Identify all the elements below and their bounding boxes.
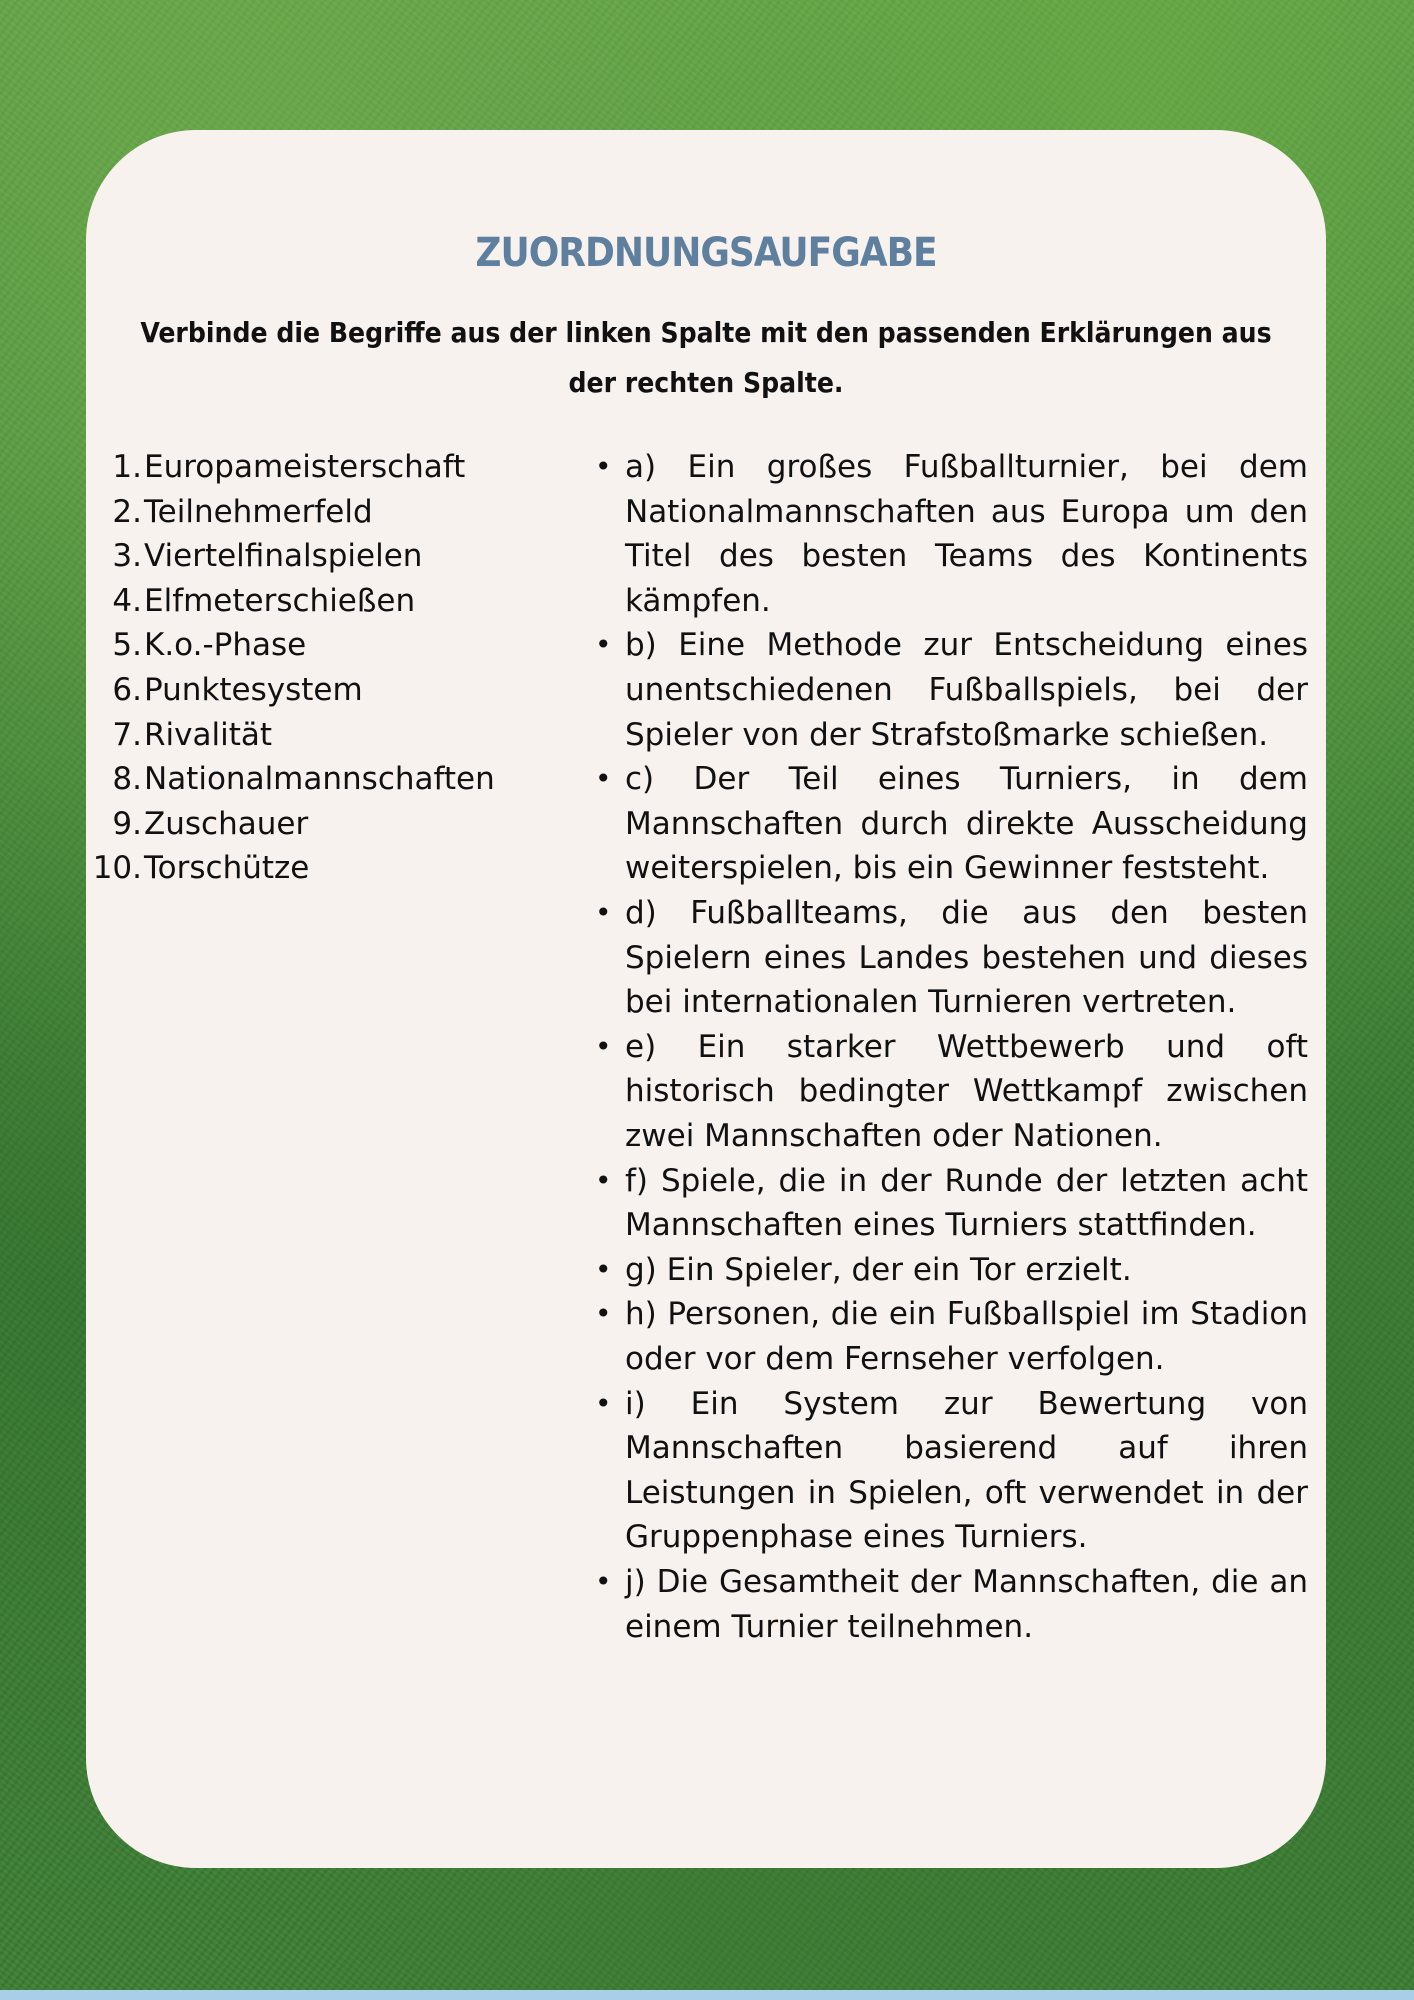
term-number: 2. xyxy=(112,493,142,530)
bullet-icon: • xyxy=(595,1029,612,1063)
term-number: 7. xyxy=(112,716,142,753)
definition-text: g) Ein Spieler, der ein Tor erzielt. xyxy=(625,1251,1132,1288)
bullet-icon: • xyxy=(595,1565,612,1598)
terms-list xyxy=(86,445,566,891)
definition-text: h) Personen, die ein Fußballspiel im Stadion oder vor dem Fernseher verfolgen. xyxy=(625,1296,1308,1377)
term-number: 5. xyxy=(112,627,142,664)
term-number: 1. xyxy=(112,449,142,485)
term-number: 8. xyxy=(112,761,142,798)
term-label: K.o.-Phase xyxy=(144,627,307,664)
term-item xyxy=(86,579,566,624)
term-number: 9. xyxy=(112,805,142,842)
definition-text: i) Ein System zur Bewertung von Mannschaften basierend auf ihren Leistungen in Spielen, oft verwendet in der Gruppenphase eines Turniers. xyxy=(625,1385,1308,1556)
definition-text: j) Die Gesamtheit der Mannschaften, die an einem Turnier teilnehmen. xyxy=(625,1564,1308,1645)
term-item xyxy=(86,623,566,668)
bullet-icon: • xyxy=(595,1297,612,1331)
definition-text: f) Spiele, die in der Runde der letzten acht Mannschaften eines Turniers stattfinden. xyxy=(625,1162,1308,1244)
definition-text: a) Ein großes Fußballturnier, bei dem Nationalmannschaften aus Europa um den Titel des besten Teams des Kontinents kämpfen. xyxy=(625,449,1308,619)
term-item xyxy=(86,668,566,713)
bullet-icon: • xyxy=(595,1252,612,1286)
term-label: Europameisterschaft xyxy=(144,449,466,485)
bullet-icon: • xyxy=(595,450,612,483)
bullet-icon: • xyxy=(595,628,612,662)
term-item xyxy=(86,802,566,847)
worksheet-card xyxy=(86,130,1326,1868)
term-item xyxy=(86,445,566,490)
term-number: 3. xyxy=(112,538,142,575)
term-item xyxy=(86,757,566,802)
definition-text: c) Der Teil eines Turniers, in dem Mannschaften durch direkte Ausscheidung weiterspielen, bis ein Gewinner feststeht. xyxy=(625,761,1308,887)
bullet-icon: • xyxy=(595,1386,612,1420)
bullet-icon: • xyxy=(595,896,612,929)
worksheet-title: ZUORDNUNGSAUFGABE xyxy=(475,230,937,276)
term-number: 10. xyxy=(92,850,142,887)
term-label: Rivalität xyxy=(144,716,273,753)
definition-text: b) Eine Methode zur Entscheidung eines unentschiedenen Fußballspiels, bei der Spieler von der Strafstoßmarke schießen. xyxy=(625,627,1308,753)
term-item xyxy=(86,534,566,579)
term-item xyxy=(86,490,566,535)
term-label: Teilnehmerfeld xyxy=(144,493,373,530)
bullet-icon: • xyxy=(595,762,612,796)
definition-text: d) Fußballteams, die aus den besten Spielern eines Landes bestehen und dieses bei internationalen Turnieren vertreten. xyxy=(625,895,1308,1021)
term-label: Elfmeterschießen xyxy=(144,582,416,619)
term-label: Punktesystem xyxy=(144,671,363,708)
instruction-text: Verbinde die Begriffe aus der linken Spalte mit den passenden Erklärungen aus der rechten Spalte. xyxy=(140,316,1272,399)
term-number: 6. xyxy=(112,671,142,708)
bullet-icon: • xyxy=(595,1163,612,1197)
term-item xyxy=(86,846,566,891)
term-label: Zuschauer xyxy=(144,805,309,842)
term-label: Torschütze xyxy=(144,850,310,887)
bottom-strip xyxy=(0,1990,1414,2000)
term-number: 4. xyxy=(112,582,142,619)
term-label: Nationalmannschaften xyxy=(144,761,495,798)
term-label: Viertelfinalspielen xyxy=(144,538,423,575)
term-item xyxy=(86,713,566,758)
definition-text: e) Ein starker Wettbewerb und oft historisch bedingter Wettkampf zwischen zwei Mannschaften oder Nationen. xyxy=(625,1028,1308,1154)
